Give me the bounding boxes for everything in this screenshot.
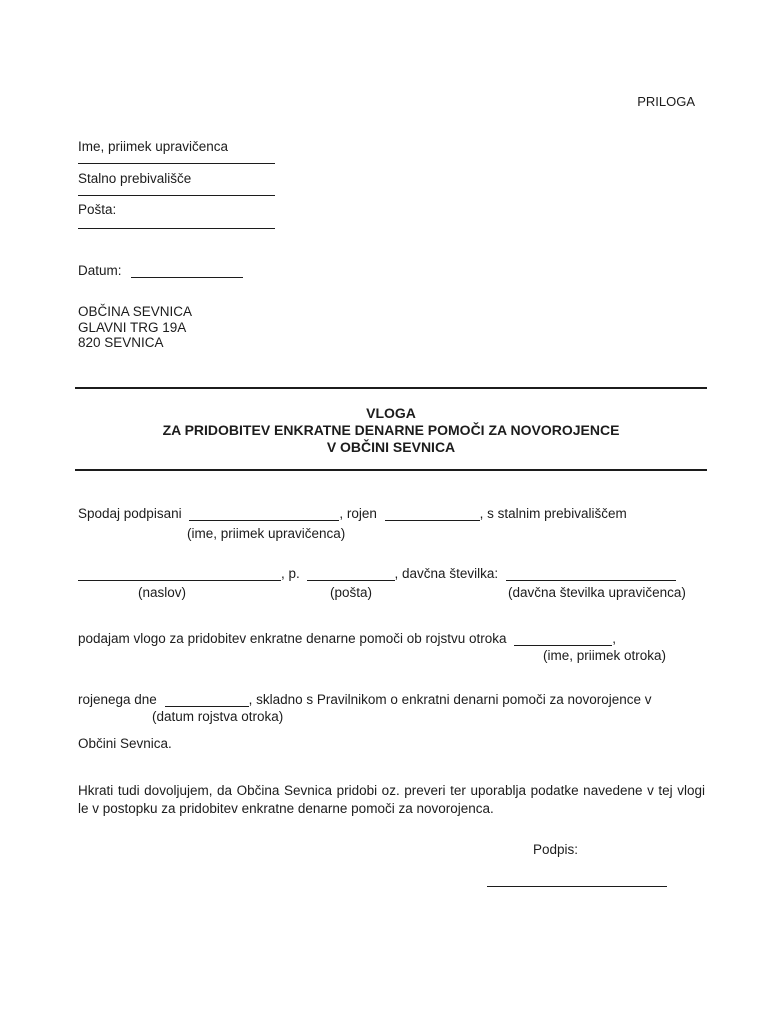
applicant-name-label: Ime, priimek upravičenca <box>78 139 229 154</box>
recipient-line: OBČINA SEVNICA <box>78 304 193 319</box>
date-row <box>78 262 243 279</box>
paragraph-application <box>78 630 718 647</box>
p1-text-end: , s stalnim prebivališčem <box>479 506 627 521</box>
p3-text-end: , <box>612 631 617 646</box>
p4-text-start: rojenega dne <box>78 692 157 707</box>
paragraph-undersigned <box>78 505 718 522</box>
title-bottom-rule <box>75 469 707 471</box>
p2-caption-address: (naslov) <box>138 585 187 600</box>
p1-birthdate-blank <box>385 507 480 521</box>
applicant-post-label: Pošta: <box>78 202 117 217</box>
p3-childname-blank <box>514 632 612 646</box>
p4-caption-birthdate: (datum rojstva otroka) <box>152 709 284 724</box>
form-title-line2: ZA PRIDOBITEV ENKRATNE DENARNE POMOČI ZA NOVOROJENCE <box>162 422 620 438</box>
form-title <box>75 405 707 456</box>
form-title-line3: V OBČINI SEVNICA <box>326 439 456 455</box>
applicant-residence-line <box>78 195 275 196</box>
p4-text-end: , skladno s Pravilnikom o enkratni denarni pomoči za novorojence v <box>248 692 652 707</box>
signature-label: Podpis: <box>533 842 579 857</box>
applicant-post-line <box>78 228 275 229</box>
p1-caption: (ime, priimek upravičenca) <box>187 526 346 541</box>
form-title-line1: VLOGA <box>366 405 416 421</box>
p2-address-blank <box>78 567 281 581</box>
recipient-line: GLAVNI TRG 19A <box>78 319 187 335</box>
p3-text-start: podajam vlogo za pridobitev enkratne denarne pomoči ob rojstvu otroka <box>78 631 507 646</box>
p1-text-sep1: , rojen <box>339 506 377 521</box>
p3-caption-childname: (ime, priimek otroka) <box>543 648 667 663</box>
p2-caption-post: (pošta) <box>330 585 373 600</box>
p2-taxnumber-blank <box>506 567 676 581</box>
recipient-line: 820 SEVNICA <box>78 335 164 350</box>
title-top-rule <box>75 387 707 389</box>
p2-text-sep2: , davčna številka: <box>394 566 499 581</box>
recipient-address <box>78 304 192 351</box>
p1-text-start: Spodaj podpisani <box>78 506 182 521</box>
p2-post-blank <box>307 567 395 581</box>
applicant-name-line <box>78 163 275 164</box>
applicant-residence-label: Stalno prebivališče <box>78 171 192 186</box>
date-blank-line <box>131 264 243 278</box>
date-label: Datum: <box>78 263 122 278</box>
paragraph-municipality: Občini Sevnica. <box>78 736 172 751</box>
signature-line <box>487 886 667 887</box>
paragraph-birthdate <box>78 691 718 708</box>
p4-birthdate-blank <box>165 693 249 707</box>
paragraph-address-tax <box>78 565 718 582</box>
p2-caption-taxnumber: (davčna številka upravičenca) <box>508 585 686 600</box>
p1-name-blank <box>189 507 339 521</box>
paragraph-consent: Hkrati tudi dovoljujem, da Občina Sevnica pridobi oz. preveri ter uporablja podatke navedene v tej vlogi le v postopku za pridobitev enkratne denarne pomoči za novorojenca. <box>78 783 705 816</box>
corner-tag: PRILOGA <box>637 94 695 109</box>
p2-text-sep1: , p. <box>281 566 300 581</box>
